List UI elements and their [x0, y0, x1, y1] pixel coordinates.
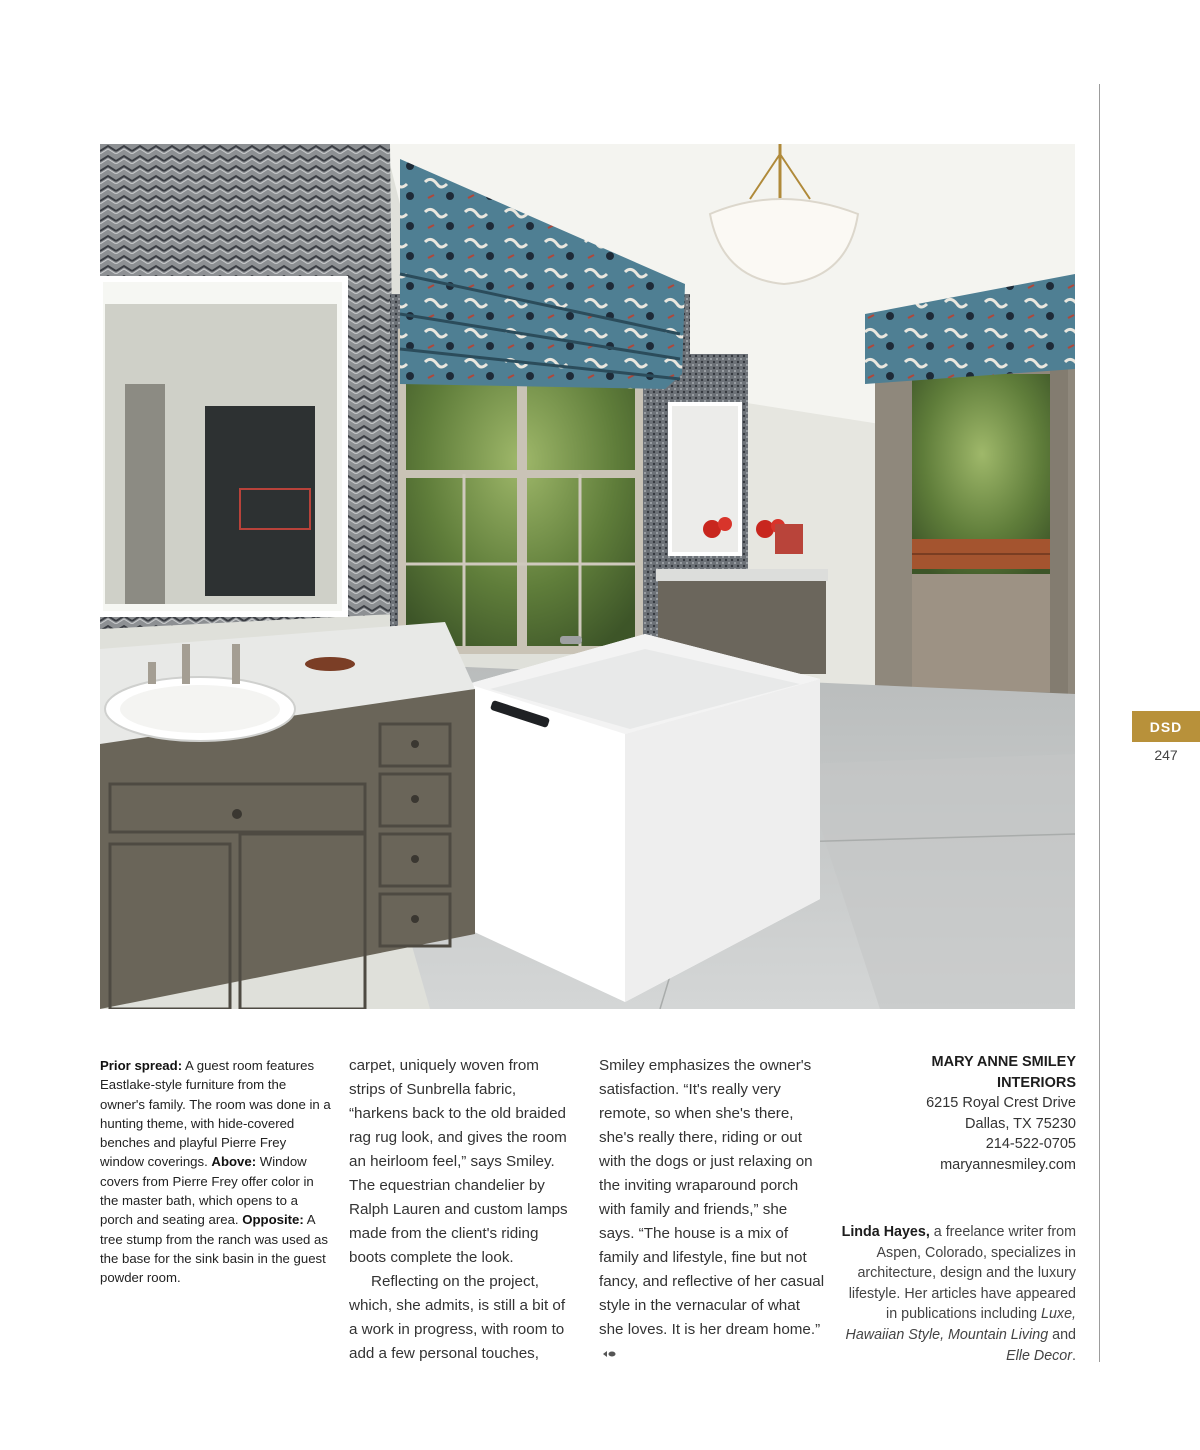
article-paragraph-text: Smiley emphasizes the owner's satisfaction. “It's really very remote, so when she's there, she's really there, riding or out with the dogs or just relaxing on the inviting wraparound porch with family and friends,” she says. “The house is a mix of family and lifestyle, fine but not fancy, and reflective of her casual style in the vernacular of what she loves. It is her dream home.”: [599, 1057, 825, 1338]
bio-publication-elle: Elle Decor: [1006, 1347, 1073, 1364]
contact-phone: 214-522-0705: [985, 1136, 1076, 1152]
bathroom-photo: [100, 144, 1075, 1009]
designer-contact: [876, 1052, 1076, 1175]
photo-caption: [100, 1056, 332, 1288]
caption-prior-label: Prior spread:: [100, 1058, 183, 1073]
contact-address: 6215 Royal Crest Drive: [926, 1095, 1076, 1111]
caption-opposite-text: A tree stump from the ranch was used as the base for the sink basin in the guest powder room.: [100, 1212, 328, 1286]
contact-website: maryannesmiley.com: [940, 1156, 1076, 1173]
contact-name-line-2: INTERIORS: [997, 1074, 1076, 1091]
contact-name-line-1: MARY ANNE SMILEY: [931, 1054, 1076, 1070]
author-bio: [840, 1222, 1076, 1366]
contact-city: Dallas, TX 75230: [965, 1115, 1076, 1132]
article-paragraph: Reflecting on the project, which, she admits, is still a bit of a work in progress, with room to add a few personal touches,: [349, 1273, 566, 1362]
section-tab: DSD: [1132, 711, 1200, 742]
bio-end: .: [1072, 1347, 1076, 1364]
caption-prior-text: A guest room features Eastlake-style furniture from the owner's family. The room was done in a hunting theme, with hide-covered benches and playful Pierre Frey window coverings.: [100, 1058, 331, 1170]
bio-and: and: [1048, 1326, 1076, 1343]
page-number: 247: [1154, 747, 1178, 763]
author-name: Linda Hayes,: [841, 1224, 930, 1240]
vertical-rule: [1099, 84, 1100, 1362]
article-paragraph: carpet, uniquely woven from strips of Sunbrella fabric, “harkens back to the old braided rag rug look, and gives the room an heirloom feel,” says Smiley. The equestrian chandelier by Ralph Lauren and custom lamps made from the client's riding boots complete the look.: [349, 1057, 568, 1266]
article-paragraph: [599, 1054, 825, 1366]
bio-text: a freelance writer from Aspen, Colorado, specializes in architecture, design and the luxury lifestyle. Her articles have appeared in publications including: [848, 1224, 1076, 1323]
bio-publications: Luxe, Hawaiian Style, Mountain Living: [845, 1306, 1076, 1343]
caption-above-text: Window covers from Pierre Frey offer color in the master bath, which opens to a porch and seating area.: [100, 1154, 314, 1228]
end-mark-icon: [602, 1350, 616, 1358]
article-column-2: [599, 1054, 825, 1366]
caption-above-label: Above:: [211, 1154, 257, 1170]
article-column-1: [349, 1054, 577, 1366]
caption-opposite-label: Opposite:: [242, 1212, 304, 1228]
